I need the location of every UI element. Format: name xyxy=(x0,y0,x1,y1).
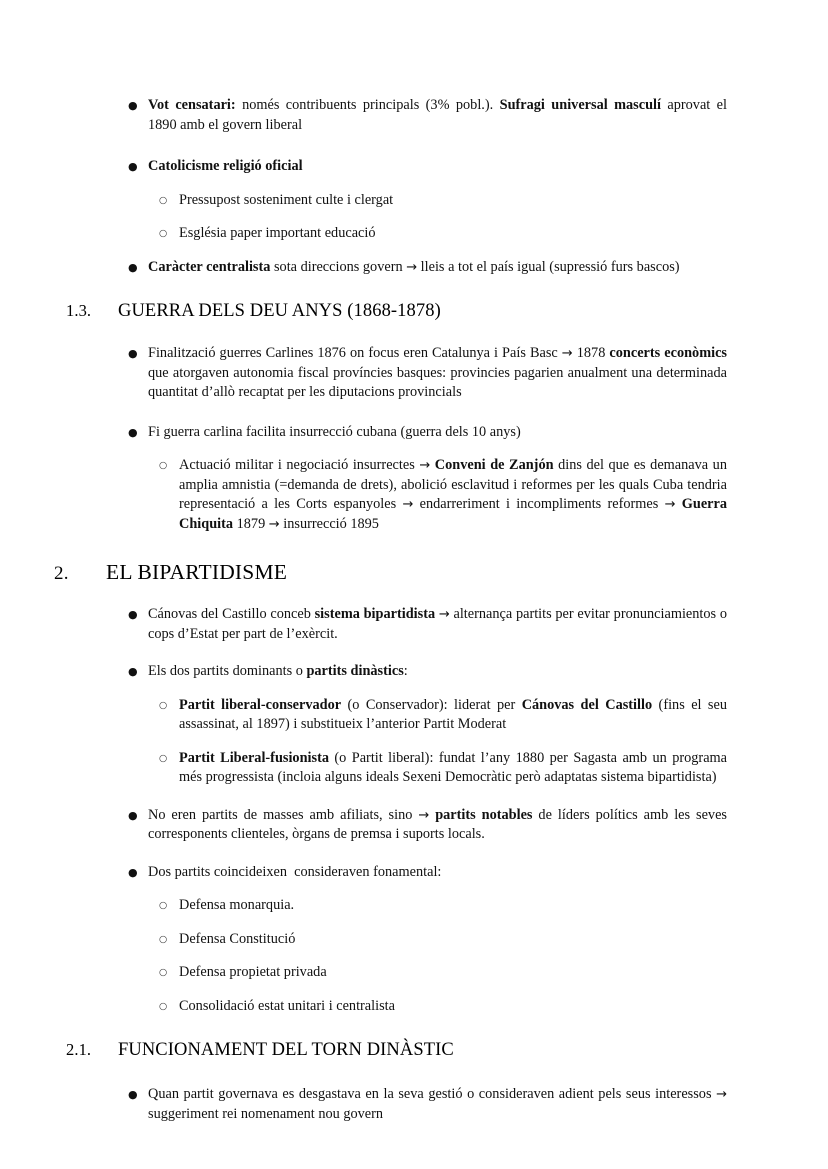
spacer xyxy=(0,135,828,157)
list-item-text: Fi guerra carlina facilita insurrecció cubana (guerra dels 10 anys) xyxy=(148,423,521,440)
bullet-disc-icon: ● xyxy=(128,425,138,439)
spacer xyxy=(0,983,828,997)
spacer xyxy=(0,322,828,344)
bullet-disc-icon: ● xyxy=(128,608,138,621)
bullet-disc-icon: ● xyxy=(128,865,138,879)
list-item-text: Pressupost sosteniment culte i clergat xyxy=(179,191,394,208)
list-item xyxy=(128,157,727,177)
section-number: 2.1. xyxy=(66,1040,92,1059)
list-item xyxy=(159,997,727,1017)
list-item-text: Vot censatari: només contribuents principals (3% pobl.). Sufragi universal masculí aprovat el 1890 amb el govern liberal xyxy=(148,97,727,133)
spacer xyxy=(0,682,828,696)
list-item-text: Defensa monarquia. xyxy=(179,897,295,913)
list-item xyxy=(128,1085,727,1124)
list-item xyxy=(159,749,727,788)
list-item xyxy=(128,258,727,278)
list-item-text: Partit liberal-conservador (o Conservador): liderat per Cánovas del Castillo (fins el seu assassinat, al 1897) i substitueix l’anterior Partit Moderat xyxy=(179,696,727,732)
list-item-text: Cánovas del Castillo conceb sistema bipartidista → alternança partits per evitar pronunciamientos o cops d’Estat per part de l’exèrcit. xyxy=(148,606,727,642)
section-heading-1-3 xyxy=(0,301,828,322)
list-item-text: Defensa Constitució xyxy=(179,930,296,947)
section-title: GUERRA DELS DEU ANYS (1868-1878) xyxy=(118,301,441,321)
spacer xyxy=(0,949,828,963)
spacer xyxy=(0,403,828,423)
list-item xyxy=(159,191,727,211)
spacer xyxy=(0,1016,828,1040)
spacer xyxy=(0,534,828,560)
list-item-text: Actuació militar i negociació insurrectes → Conveni de Zanjón dins del que es demanava un amplia amnistia (=demanda de drets), abolició esclavitud i reformes per les quals Cuba tendria representació a les Corts espanyoles → endarreriment i incompliments reformes → Guerra Chiquita 1879 → insurrecció 1895 xyxy=(179,457,728,532)
bullet-circle-icon: ○ xyxy=(159,752,168,764)
bullet-disc-icon: ● xyxy=(128,347,138,360)
bullet-circle-icon: ○ xyxy=(159,967,168,978)
list-item xyxy=(128,863,727,883)
list-item xyxy=(128,806,727,845)
spacer xyxy=(0,442,828,456)
bullet-circle-icon: ○ xyxy=(159,933,168,945)
bullet-disc-icon: ● xyxy=(128,99,138,112)
list-item-text: Partit Liberal-fusionista (o Partit liberal): fundat l’any 1880 per Sagasta amb un programa més progressista (incloia alguns ideals Sexeni Democràtic però adaptatas sistema bipartidista) xyxy=(179,749,727,785)
spacer xyxy=(0,177,828,191)
bullet-circle-icon: ○ xyxy=(159,900,168,911)
bullet-disc-icon: ● xyxy=(128,808,138,822)
list-item xyxy=(159,456,728,534)
bullet-circle-icon: ○ xyxy=(159,228,168,239)
list-item-text: Dos partits coincideixen consideraven fonamental: xyxy=(148,863,442,880)
list-item-text: Caràcter centralista sota direccions govern → lleis a tot el país igual (supressió furs bascos) xyxy=(148,258,680,275)
list-item-text: Quan partit governava es desgastava en la seva gestió o consideraven adient pels seus interessos → suggeriment rei nomenament nou govern xyxy=(148,1086,727,1122)
list-item xyxy=(128,662,727,682)
spacer xyxy=(0,585,828,605)
list-item xyxy=(159,963,727,983)
list-item xyxy=(128,96,727,135)
spacer xyxy=(0,1061,828,1085)
spacer xyxy=(0,210,828,224)
bullet-disc-icon: ● xyxy=(128,665,138,678)
list-item-text: Finalització guerres Carlines 1876 on focus eren Catalunya i País Basc → 1878 concerts econòmics que atorgaven autonomia fiscal províncies basques: provincies pagarien anualment una determinada quantitat d’allò recaptat per les diputacions provincials xyxy=(148,345,727,400)
spacer xyxy=(0,277,828,301)
section-title: EL BIPARTIDISME xyxy=(106,560,288,584)
list-item-text: Església paper important educació xyxy=(179,225,376,241)
list-item-text: Defensa propietat privada xyxy=(179,964,327,980)
bullet-disc-icon: ● xyxy=(128,160,138,173)
bullet-circle-icon: ○ xyxy=(159,460,168,471)
list-item-text: No eren partits de masses amb afiliats, sino → partits notables de líders polítics amb les seves corresponents clienteles, òrgans de premsa i suports locals. xyxy=(148,806,727,842)
spacer xyxy=(0,644,828,662)
list-item xyxy=(159,696,727,735)
section-heading-2 xyxy=(0,560,828,585)
section-heading-2-1 xyxy=(0,1040,828,1061)
list-item xyxy=(159,896,727,916)
bullet-circle-icon: ○ xyxy=(159,194,168,206)
spacer xyxy=(0,882,828,896)
list-item xyxy=(128,423,727,443)
list-item xyxy=(128,344,727,403)
bullet-disc-icon: ● xyxy=(128,260,138,274)
spacer xyxy=(0,916,828,930)
section-title: FUNCIONAMENT DEL TORN DINÀSTIC xyxy=(118,1040,454,1060)
list-item-text: Els dos partits dominants o partits dinàstics: xyxy=(148,663,408,679)
spacer xyxy=(0,735,828,749)
bullet-disc-icon: ● xyxy=(128,1088,138,1101)
section-number: 2. xyxy=(54,563,69,584)
spacer xyxy=(0,845,828,863)
list-item xyxy=(159,224,727,244)
list-item xyxy=(128,605,727,644)
list-item-text: Consolidació estat unitari i centralista xyxy=(179,997,395,1014)
top-margin-spacer xyxy=(0,0,828,96)
bullet-circle-icon: ○ xyxy=(159,1000,168,1012)
section-number: 1.3. xyxy=(66,301,92,320)
list-item-text: Catolicisme religió oficial xyxy=(148,158,303,174)
list-item xyxy=(159,930,727,950)
spacer xyxy=(0,788,828,806)
spacer xyxy=(0,244,828,258)
bullet-circle-icon: ○ xyxy=(159,699,168,711)
